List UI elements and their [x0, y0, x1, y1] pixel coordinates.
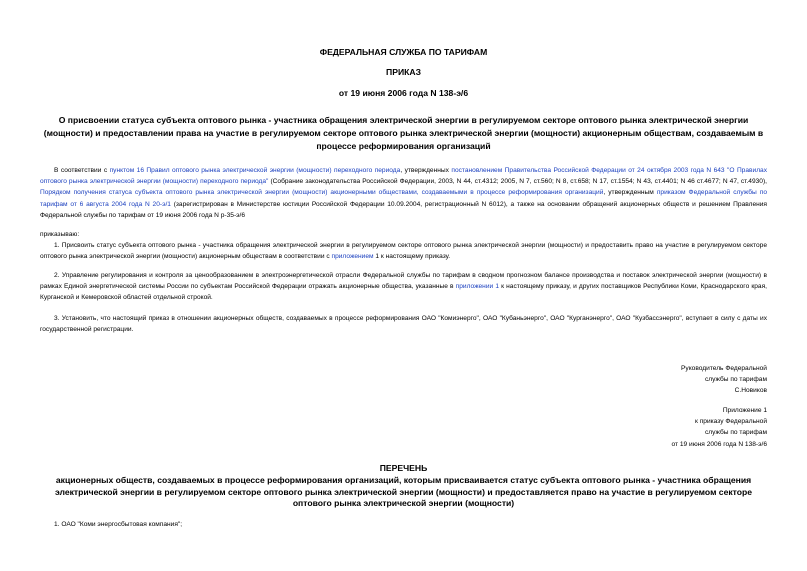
appendix-line-1: Приложение 1: [722, 407, 767, 414]
appendix-line-3: службы по тарифам: [704, 429, 767, 437]
item-1-text-a: 1. Присвоить статус субъекта оптового рынка - участника обращения электрической энергии в регулируемом секторе оптового рынка электрической энергии (мощности) и предоставить право на участие в регулируемом секторе оптового рынка электрической энергии (мощности) акционерным обществам в соответствии с: [40, 242, 767, 261]
link-government-decree[interactable]: постановлением Правительства Российской Федерации от 24 октября 2003 года N 643 "О Правилах оптового рынка электрической энергии (мощности) переходного периода": [40, 167, 768, 186]
doc-type: ПРИКАЗ: [386, 67, 421, 77]
link-status-procedure[interactable]: Порядком получения статуса субъекта оптового рынка электрической энергии (мощности) акционерными обществами, создаваемыми в процессе реформирования организаций: [40, 189, 604, 197]
preamble-text-5: (зарегистрирован в Министерстве юстиции Российской Федерации 10.09.2004, регистрационный N 6012), а также на основании обращений акционерных обществ и решением Правления Федеральной службы по тарифам от 19 июня 2006 года N р-35-э/6: [40, 200, 768, 219]
appendix-reference: [547, 405, 767, 450]
item-1: [40, 240, 767, 262]
signature-line-2: службы по тарифам: [704, 376, 767, 384]
link-appendix-1[interactable]: приложении 1: [455, 283, 499, 291]
preamble-paragraph: [40, 165, 767, 221]
preamble-text-4: , утвержденным: [603, 189, 657, 197]
signature-name: С.Новиков: [734, 387, 767, 395]
list-item: [40, 519, 767, 530]
item-2: [40, 270, 767, 304]
preamble-text-1: В соответствии с: [54, 167, 110, 174]
signature-line-1: Руководитель Федеральной: [681, 365, 767, 372]
appendix-line-4: от 19 июня 2006 года N 138-э/6: [671, 440, 767, 448]
doc-date-number: от 19 июня 2006 года N 138-э/6: [338, 88, 469, 98]
item-3-text: 3. Установить, что настоящий приказ в отношении акционерных обществ, создаваемых в процессе реформирования ОАО "Комиэнерго", ОАО "Кубаньэнерго", ОАО "Курганэнерго", ОАО "Кузбассэнерго", вступает в силу с даты их государственной регистрации.: [40, 315, 767, 334]
signature-block: [547, 363, 767, 397]
link-appendix[interactable]: приложением: [331, 253, 374, 261]
link-rules-p16[interactable]: пунктом 16 Правил оптового рынка электрической энергии (мощности) переходного периода: [109, 167, 401, 174]
preamble-text-3: (Собрание законодательства Российской Федерации, 2003, N 44, ст.4312; 2005, N 7, ст.560; N 8, ст.658; N 17, ст.1554; N 43, ст.4401; N 46 ст.4677; N 47, ст.4930),: [268, 178, 767, 186]
item-3: [40, 313, 767, 335]
appendix-line-2: к приказу Федеральной: [695, 418, 767, 426]
document-subject: О присвоении статуса субъекта оптового рынка - участника обращения электрической энергии в регулируемом секторе оптового рынка электрической энергии (мощности) и предоставлении права на участие в регулируемом секторе оптового рынка электрической энергии (мощности) акционерным обществам, создаваемым в процессе реформирования организаций: [43, 115, 764, 151]
item-1-text-b: 1 к настоящему приказу.: [373, 253, 451, 261]
agency-title: ФЕДЕРАЛЬНАЯ СЛУЖБА ПО ТАРИФАМ: [319, 47, 488, 57]
list-subtitle: акционерных обществ, создаваемых в процессе реформирования организаций, которым присваивается статус субъекта оптового рынка - участника обращения электрической энергии в регулируемом секторе оптового рынка электрической энергии (мощности) и предоставляется право на участие в регулируемом секторе оптового рынка электрической энергии (мощности): [54, 475, 753, 508]
preamble-text-2: , утвержденных: [400, 167, 452, 174]
item-2-text-a: 2. Управление регулирования и контроля за ценообразованием в электроэнергетической отрасли Федеральной службы по тарифам в сводном прогнозном балансе производства и поставок электрической энергии (мощности) в рамках Единой энергетической системы России по субъектам Российской Федерации отражать акционерные общества, указанные в: [40, 272, 767, 291]
list-title: ПЕРЕЧЕНЬ: [379, 463, 428, 473]
order-word: приказываю:: [40, 231, 80, 238]
link-fst-order[interactable]: приказом Федеральной службы по тарифам от 6 августа 2004 года N 20-э/1: [40, 189, 767, 208]
item-2-text-b: к настоящему приказу, и других поставщиков Республики Коми, Краснодарского края, Курганской и Кемеровской областей отдельной строкой.: [40, 283, 767, 302]
list-item-text: 1. ОАО "Коми энергосбытовая компания";: [54, 521, 183, 528]
